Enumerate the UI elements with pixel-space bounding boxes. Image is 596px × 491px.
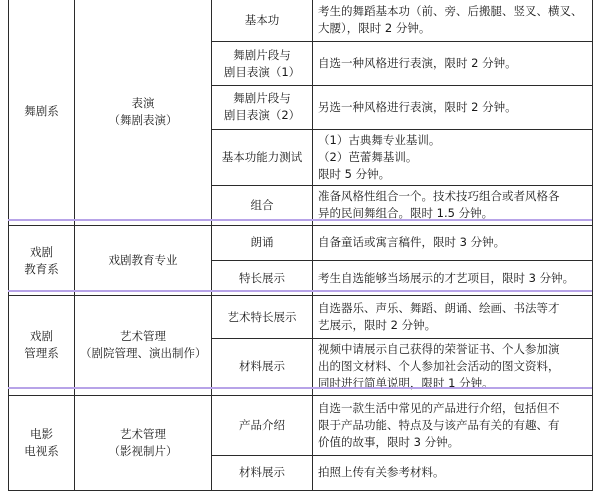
exam-item-name: 组合: [250, 197, 274, 212]
exam-requirement-cell: [313, 129, 593, 185]
exam-item-name: 特长展示: [239, 270, 285, 285]
exam-requirement-text: 出的图文材料、个人参加社会活动的图文资料，: [318, 359, 560, 374]
exam-item-cell: [212, 395, 313, 455]
exam-requirement-text: 自选一款生活中常见的产品进行介绍，包括但不: [318, 400, 560, 415]
department-name: 戏剧: [30, 244, 53, 259]
table-row: [9, 296, 593, 339]
exam-requirement-text: （2）芭蕾舞基训。: [318, 149, 418, 164]
exam-requirement-cell: [313, 0, 593, 42]
exam-requirement-cell: [313, 455, 593, 490]
department-name: 教育系: [24, 261, 59, 276]
major-name: 戏剧教育专业: [108, 253, 178, 268]
exam-requirement-text: 自备童话或寓言稿件，限时 3 分钟。: [318, 235, 506, 250]
exam-requirements-table: [8, 0, 593, 491]
table-body: [9, 0, 593, 491]
exam-requirement-cell: [313, 395, 593, 455]
exam-item-name: 材料展示: [239, 359, 285, 374]
exam-item-cell: [212, 455, 313, 490]
exam-requirement-text: 拍照上传有关参考材料。: [318, 465, 445, 480]
department-name: 电视系: [24, 443, 59, 458]
exam-item-cell: [212, 86, 313, 129]
exam-item-cell: [212, 0, 313, 42]
major-cell: [75, 296, 212, 395]
department-name-cell: [9, 0, 75, 225]
table-row: [9, 395, 593, 455]
exam-item-cell: [212, 129, 313, 185]
exam-item-name: 舞剧片段与: [233, 91, 291, 106]
exam-requirement-text: 视频中请展示自己获得的荣誉证书、个人参加演: [318, 342, 560, 357]
exam-requirement-text: 异的民间舞组合。限时 1.5 分钟。: [318, 206, 494, 221]
exam-item-name: 舞剧片段与: [233, 47, 291, 62]
department-name: 戏剧: [30, 329, 53, 344]
department-name: 舞剧系: [24, 104, 59, 119]
exam-requirement-text: 艺展示，限时 2 分钟。: [318, 318, 437, 333]
major-cell: [75, 225, 212, 295]
department-name-cell: [9, 296, 75, 395]
exam-requirement-cell: [313, 42, 593, 86]
exam-requirement-cell: [313, 225, 593, 260]
exam-requirement-text: 价值的故事，限时 3 分钟。: [318, 434, 460, 449]
department-accent-line: [8, 387, 592, 389]
department-name: 管理系: [24, 346, 59, 361]
exam-requirement-text: 考生自选能够当场展示的才艺项目，限时 3 分钟。: [318, 270, 575, 285]
exam-requirement-text: 准备风格性组合一个。技术技巧组合或者风格各: [318, 189, 560, 204]
major-cell: [75, 395, 212, 490]
exam-item-name: 剧目表演（2）: [223, 108, 301, 123]
department-name: 电影: [30, 426, 53, 441]
exam-requirement-text: 另选一种风格进行表演，限时 2 分钟。: [318, 99, 517, 114]
major-name: 艺术管理: [120, 329, 166, 344]
major-name: 艺术管理: [120, 426, 166, 441]
department-accent-line: [8, 219, 592, 221]
exam-requirement-text: 自选一种风格进行表演，限时 2 分钟。: [318, 56, 517, 71]
exam-requirement-text: 考生的舞蹈基本功（前、旁、后搬腿、竖叉、横叉、: [318, 4, 583, 19]
major-name: （影视制片）: [108, 443, 178, 458]
exam-requirement-text: 自选器乐、声乐、舞蹈、朗诵、绘画、书法等才: [318, 301, 560, 316]
exam-requirement-text: 限于产品功能、特点及与该产品有关的有趣、有: [318, 417, 560, 432]
exam-item-name: 基本功: [244, 12, 280, 27]
exam-item-name: 艺术特长展示: [227, 309, 297, 324]
exam-item-cell: [212, 296, 313, 339]
exam-requirement-text: 大腰），限时 2 分钟。: [318, 21, 431, 36]
exam-requirement-cell: [313, 296, 593, 339]
table-row: [9, 0, 593, 42]
exam-requirement-text: （1）古典舞专业基训。: [318, 132, 441, 147]
department-name-cell: [9, 225, 75, 295]
department-name-cell: [9, 395, 75, 490]
exam-requirement-text: 限时 5 分钟。: [318, 166, 391, 181]
exam-item-cell: [212, 42, 313, 86]
exam-requirement-text: 同时进行简单说明，限时 1 分钟。: [318, 376, 494, 391]
major-cell: [75, 0, 212, 225]
exam-item-name: 产品介绍: [239, 417, 285, 432]
exam-item-name: 材料展示: [239, 465, 285, 480]
department-accent-line: [8, 290, 592, 292]
exam-requirement-cell: [313, 86, 593, 129]
exam-item-name: 朗诵: [250, 235, 274, 250]
exam-item-name: 基本功能力测试: [221, 149, 303, 164]
major-name: （舞剧表演）: [108, 112, 178, 127]
exam-item-cell: [212, 225, 313, 260]
exam-item-name: 剧目表演（1）: [223, 64, 301, 79]
major-name: （剧院管理、演出制作）: [80, 346, 207, 361]
table-row: [9, 225, 593, 260]
major-name: 表演: [131, 95, 155, 110]
